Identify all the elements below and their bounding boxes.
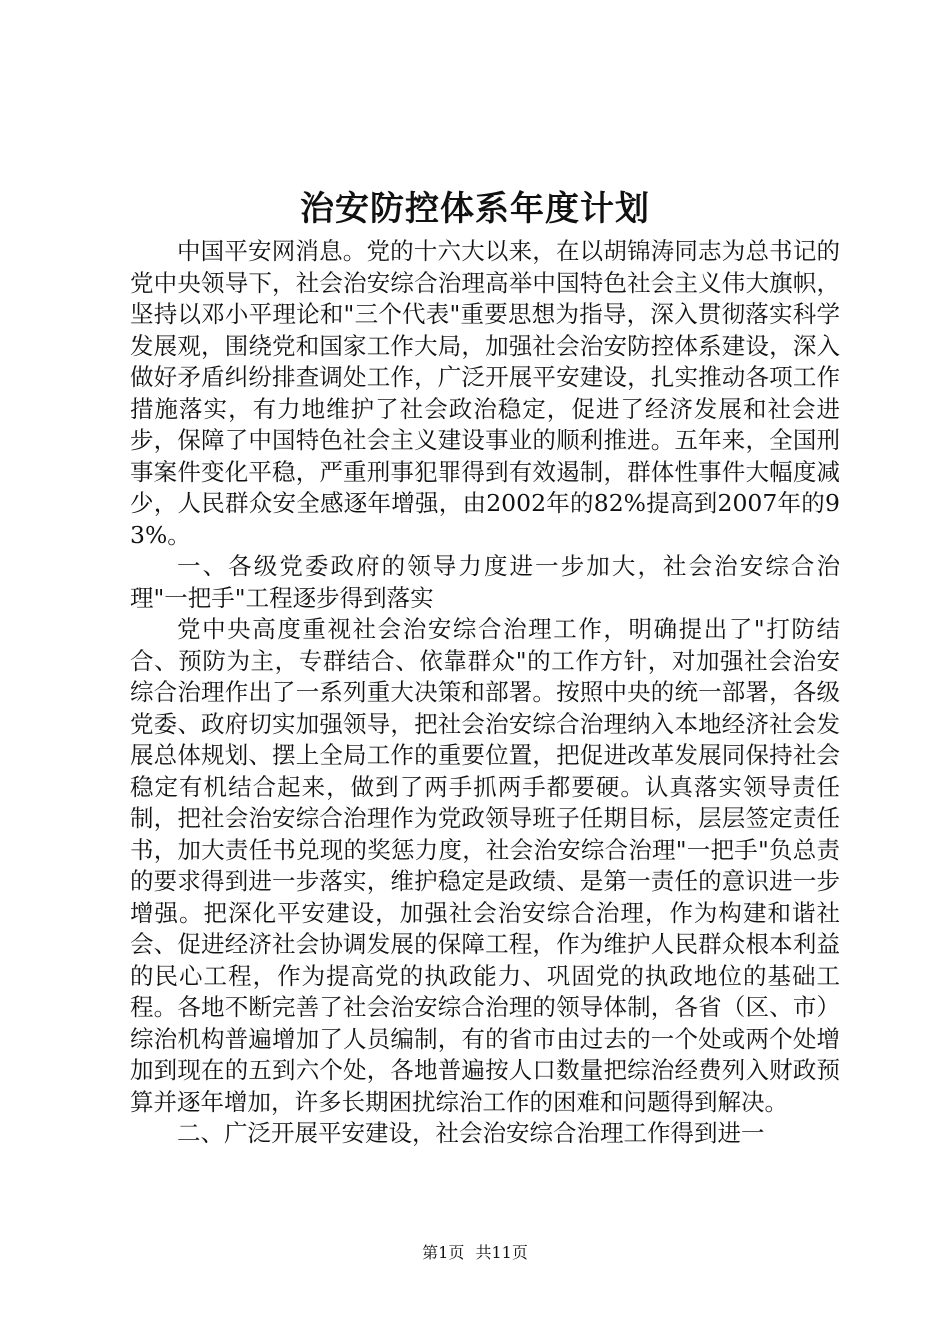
section-heading-one: 一、各级党委政府的领导力度进一步加大，社会治安综合治理"一把手"工程逐步得到落实 — [130, 552, 840, 612]
page-total: 共11页 — [475, 1243, 528, 1262]
section-heading-two: 二、广泛开展平安建设，社会治安综合治理工作得到进一 — [177, 1119, 765, 1147]
page-number: 第1页 — [422, 1243, 465, 1262]
document-body — [130, 236, 840, 1150]
paragraph-section-one: 党中央高度重视社会治安综合治理工作，明确提出了"打防结合、预防为主，专群结合、依靠群众"的工作方针，对加强社会治安综合治理作出了一系列重大决策和部署。按照中央的统一部署，各级党委、政府切实加强领导，把社会治安综合治理纳入本地经济社会发展总体规划、摆上全局工作的重要位置，把促进改革发展同保持社会稳定有机结合起来，做到了两手抓两手都要硬。认真落实领导责任制，把社会治安综合治理作为党政领导班子任期目标，层层签定责任书，加大责任书兑现的奖惩力度，社会治安综合治理"一把手"负总责的要求得到进一步落实，维护稳定是政绩、是第一责任的意识进一步增强。把深化平安建设，加强社会治安综合治理，作为构建和谐社会、促进经济社会协调发展的保障工程，作为维护人民群众根本利益的民心工程，作为提高党的执政能力、巩固党的执政地位的基础工程。各地不断完善了社会治安综合治理的领导体制，各省（区、市）综治机构普遍增加了人员编制，有的省市由过去的一个处或两个处增加到现在的五到六个处，各地普遍按人口数量把综治经费列入财政预算并逐年增加，许多长期困扰综治工作的困难和问题得到解决。 — [130, 615, 840, 1116]
paragraph-intro: 中国平安网消息。党的十六大以来，在以胡锦涛同志为总书记的党中央领导下，社会治安综合治理高举中国特色社会主义伟大旗帜，坚持以邓小平理论和"三个代表"重要思想为指导，深入贯彻落实科学发展观，围绕党和国家工作大局，加强社会治安防控体系建设，深入做好矛盾纠纷排查调处工作，广泛开展平安建设，扎实推动各项工作措施落实，有力地维护了社会政治稳定，促进了经济发展和社会进步，保障了中国特色社会主义建设事业的顺利推进。五年来，全国刑事案件变化平稳，严重刑事犯罪得到有效遏制，群体性事件大幅度减少，人民群众安全感逐年增强，由2002年的82%提高到2007年的93%。 — [130, 237, 840, 549]
page-footer — [0, 1242, 950, 1264]
document-title: 治安防控体系年度计划 — [300, 189, 650, 229]
